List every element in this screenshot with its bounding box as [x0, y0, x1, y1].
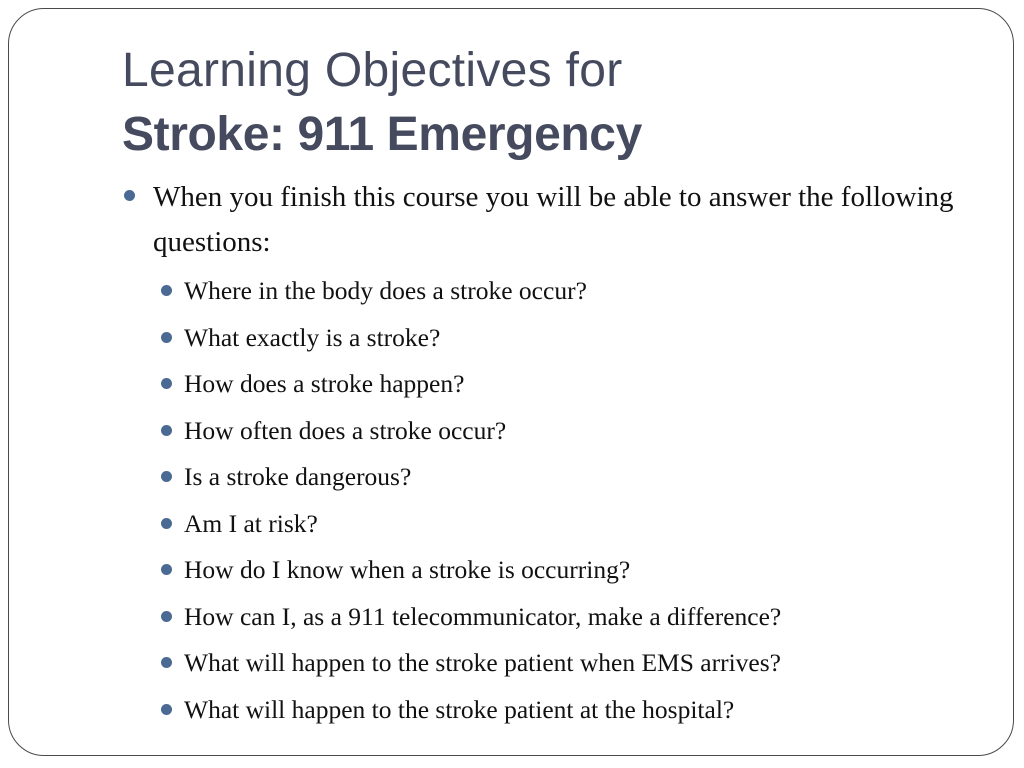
question-item	[123, 274, 963, 321]
question-text: Is a stroke dangerous?	[184, 462, 412, 491]
question-text: How often does a stroke occur?	[184, 415, 507, 445]
question-text: Where in the body does a stroke occur?	[184, 276, 587, 305]
slide-content	[123, 175, 963, 739]
question-text: What will happen to the stroke patient when EMS arrives?	[184, 648, 781, 677]
main-bullet-point	[123, 175, 963, 265]
slide-title	[122, 39, 982, 167]
bullet-icon	[161, 564, 172, 575]
bullet-icon	[161, 704, 172, 715]
question-item	[123, 460, 963, 507]
bullet-icon	[161, 332, 172, 343]
bullet-icon	[161, 657, 172, 668]
question-item	[123, 321, 963, 368]
bullet-icon	[161, 425, 172, 436]
bullet-icon	[161, 471, 172, 482]
question-list	[123, 274, 963, 739]
question-text: How can I, as a 911 telecommunicator, make a difference?	[184, 601, 782, 631]
bullet-icon	[161, 611, 172, 622]
title-line-1: Learning Objectives for	[122, 44, 623, 97]
question-item	[123, 693, 963, 740]
bullet-icon	[161, 285, 172, 296]
question-item	[123, 414, 963, 461]
question-item	[123, 507, 963, 554]
question-text: How does a stroke happen?	[184, 369, 465, 398]
bullet-icon	[124, 190, 135, 201]
bullet-icon	[161, 518, 172, 529]
question-text: How do I know when a stroke is occurring?	[184, 555, 631, 584]
question-item	[123, 646, 963, 693]
question-text: Am I at risk?	[184, 508, 318, 538]
question-text: What exactly is a stroke?	[184, 322, 441, 352]
slide-frame	[8, 8, 1014, 756]
bullet-icon	[161, 378, 172, 389]
title-line-2: Stroke: 911 Emergency	[122, 108, 642, 161]
question-item	[123, 367, 963, 414]
question-item	[123, 553, 963, 600]
main-bullet-text: When you finish this course you will be able to answer the following questions:	[153, 181, 954, 258]
question-item	[123, 600, 963, 647]
question-text: What will happen to the stroke patient at the hospital?	[184, 694, 735, 724]
